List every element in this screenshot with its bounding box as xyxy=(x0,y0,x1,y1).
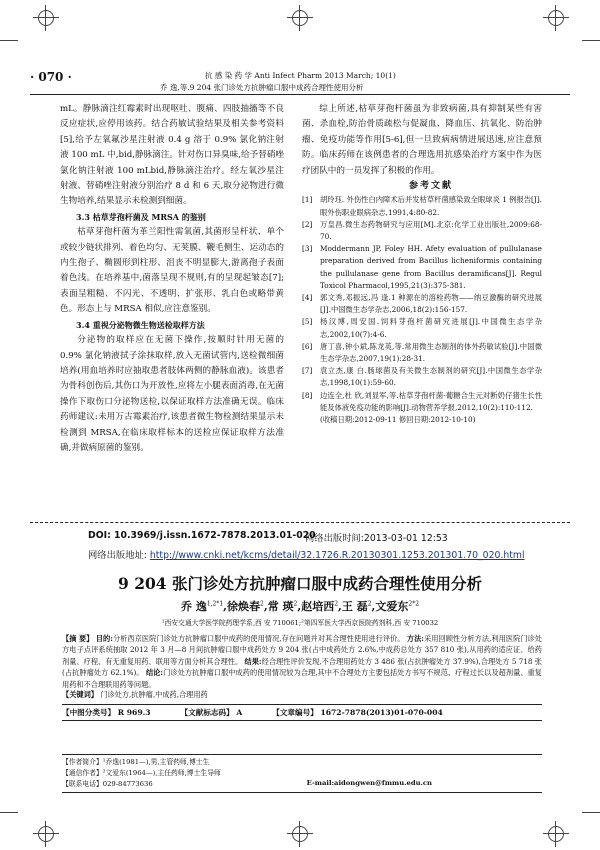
author-affiliation-marker: 1,2*1 xyxy=(206,600,224,608)
reference-item xyxy=(302,219,542,243)
objective-text: 分析西京医院门诊处方抗肿瘤口服中成药的使用情况,存在问题并对其合理性使用进行评价。 xyxy=(112,634,405,643)
author-intro: 【作者简介】¹乔逸(1981—),男,主管药师,博士生 xyxy=(62,758,210,766)
article-number: 【文章编号】 1672-7878(2013)01-070-004 xyxy=(272,708,443,717)
registration-mark-top-left xyxy=(38,10,54,26)
author-affiliation-marker: 2 xyxy=(334,600,339,608)
class-number: 【中图分类号】 R 969.3 xyxy=(62,708,151,717)
body-paragraph: 枯草芽孢杆菌为革兰阳性需氧菌,其菌形呈杆状、单个或较少链状排列、着色均匀、无荚膜、鞭毛侧生、运动态的内生孢子、椭圆形到柱形、沮丧不明显膨大,游离孢子表面着色浅。在培养基中,菌落呈现不规则,有的呈现起皱态[7];表面呈粗糙、不闪光、不透明、扩张形、乳白色或略带黄色。形态上与 MRSA 相似,应注意鉴别。 xyxy=(60,227,284,315)
reference-item xyxy=(302,365,542,389)
abstract xyxy=(62,633,542,690)
conclusion-text: 门诊处方抗肿瘤口服中成药的使用情况较为合理,其中不合理处方主要包括处方书写不规范、疗程过长以及超剂量、重复用药和不合理联用药等问题。 xyxy=(62,668,542,689)
reference-item xyxy=(302,341,542,365)
reference-text: 万皇昌.微生态药物研究与应用[M].北京:化学工业出版社,2009:68-70. xyxy=(320,219,542,242)
section-heading-3-3: 3.3 枯草芽孢杆菌及 MRSA 的鉴别 xyxy=(76,211,206,222)
reference-number: [6] xyxy=(302,341,313,351)
online-publish-time: 网络出版时间:2013-03-01 12:53 xyxy=(305,533,448,544)
author-affiliation-marker: 2 xyxy=(293,600,298,608)
reference-text: 唐丁喜,钟小斌,陈龙英,等.常用微生态制剂的体外药敏试验[J].中国微生态学杂志,2007,19(1):28-31. xyxy=(320,341,542,364)
doi: DOI: 10.3969/j.issn.1672-7878.2013.01-020 xyxy=(88,530,316,541)
reference-list xyxy=(302,194,542,414)
reference-item xyxy=(302,316,542,340)
registration-mark-bottom-left xyxy=(38,826,54,842)
corresponding-author: 【通信作者】²文爱东(1964—),主任药师,博士生导师 xyxy=(62,769,221,777)
author-name: 徐焕春 xyxy=(227,600,261,613)
crop-mark xyxy=(0,812,18,813)
reference-number: [1] xyxy=(302,195,313,205)
right-column xyxy=(302,102,542,426)
author-separator: , xyxy=(297,600,302,613)
author-affiliation-marker: 2 xyxy=(260,600,264,608)
crop-mark xyxy=(582,40,600,41)
reference-item xyxy=(302,390,542,414)
author-name: 文爱东 xyxy=(375,600,409,613)
reference-number: [7] xyxy=(302,366,313,376)
section-heading-3-4: 3.4 重视分泌物微生物送检取样方法 xyxy=(76,319,205,330)
reference-text: 边连全,杜 欣,刘显军,等.枯草芽孢杆菌-葡糖合生元对断奶仔猪生长性能及体液免疫功能的影响[J].动物营养学报,2012,10(2):110-112. xyxy=(320,390,542,412)
reference-text: Moddermann JP, Foley HH. Afety evaluation of pullulanase preparation derived from Bacillus licheniformis containing the pullulanase gene from Bacillus deramificans[J]. Regul Toxicol Pharmacol,1995,21(3):375-381. xyxy=(320,244,542,290)
conclusion-label: 结论: xyxy=(145,668,164,678)
body-paragraph: 分泌物的取样应在无菌下操作,按顺时针用无菌的 0.9% 氯化钠液拭子涂抹取样,放入无菌试管内,送检微细菌培养(用血培养时应抽取患者肢体两侧的静脉血液)。该患者为骨科创伤后,其伤口为开放性,应将左小腿表面消毒,在无菌操作下取伤口分泌物送检,以保证取样方法准确无误。临床药师建议:未用万古霉素治疗,该患者微生物检测结果显示未检测到 MRSA,在临床取样标本的送检应保证取样方法准确,并做病原菌的鉴别。 xyxy=(60,335,284,453)
registration-mark-top-center xyxy=(292,10,308,26)
author-info-box xyxy=(62,754,542,793)
author-list xyxy=(30,598,570,614)
registration-mark-bottom-right xyxy=(548,826,564,842)
reference-number: [3] xyxy=(302,244,313,254)
references-title: 参考文献 xyxy=(408,181,453,192)
reference-text: 袁立杰,康 白.肠球菌及有关微生态制剂的研究[J].中国微生态学杂志,1998,10(1):59-60. xyxy=(320,366,542,388)
reference-number: [4] xyxy=(302,293,313,303)
reference-number: [2] xyxy=(302,219,313,229)
online-address-label: 网络出版地址: xyxy=(88,550,147,561)
online-address xyxy=(88,547,525,561)
reference-number: [5] xyxy=(302,317,313,327)
contact-email: E-mail:aidongwen@fmmu.edu.cn xyxy=(306,779,432,787)
result-text: 经合理性评价发现,不合理用药处方 3 486 张(占抗肿瘤处方 37.9%),合理处方 5 718 张(占抗肿瘤处方 62.1%)。 xyxy=(62,656,542,678)
registration-mark-bottom-center xyxy=(292,826,308,842)
author-separator: , xyxy=(371,600,376,613)
author-separator: , xyxy=(338,600,342,613)
keywords xyxy=(62,690,542,700)
affiliation: ¹西安交通大学医学院药理学系,西 安 710061;²第四军医大学西京医院药剂科,西 安 710032 xyxy=(161,619,439,627)
left-column xyxy=(60,102,284,456)
reference-text: 胡玲珏. 外伤性白内障术后并发枯草杆菌感染致全眼球炎 1 例报告[J].眼外伤职业眼病杂志,1991,4:80-82. xyxy=(320,195,542,217)
result-label: 结果: xyxy=(244,656,262,666)
keywords-text: 门诊处方,抗肿瘤,中成药,合理用药 xyxy=(100,690,208,699)
reference-number: [8] xyxy=(302,390,313,400)
method-label: 方法: xyxy=(406,634,424,643)
reference-text: 郭文秀,邓振远,冯 逢.1 种源在的溶栓药物——纳豆激酶的研究进展[J].中国微生态学杂志,2006,18(2):156-157. xyxy=(320,293,542,315)
author-name: 乔 逸 xyxy=(180,600,207,613)
received-dates: (收稿日期:2012-09-11 修回日期:2012-10-10) xyxy=(320,415,476,425)
online-address-link[interactable]: http://www.cnki.net/kcms/detail/32.1726.R.20130301.1253.201301.70_020.html xyxy=(149,550,525,561)
reference-item xyxy=(302,243,542,292)
body-paragraph: 综上所述,枯草芽孢杆菌虽为非致病菌,具有抑制某些有害菌、杀血栓,防治骨质疏松与促凝血、降血压、抗氧化、防治肿瘤、免疫功能等作用[5-6],但一旦致病病情进展迅速,应注意预防。临床药师在该例患者的合理选用抗感染治疗方案中作为医疗团队中的一员发挥了积极的作用。 xyxy=(302,104,542,176)
running-header-journal: 抗 感 染 药 学 Anti Infect Pharm 2013 March; 10(1) xyxy=(205,71,396,80)
method-text: 采用回顾性分析方法,利用医院门诊处方电子点评系统抽取 2012 年 3 月—8 月间抗肿瘤口服中成药处方 9 204 张(占中成药处方 2.6%,中成药总处方 357 810 张),从用药的适应证、给药剂量、疗程、有无重复用药、联用等方面分析其合理性。 xyxy=(62,634,542,666)
author-name: 常 瑛 xyxy=(267,600,294,613)
author-name: 王 磊 xyxy=(341,600,368,613)
document-code: 【文献标志码】 A xyxy=(180,708,243,717)
crop-mark xyxy=(582,812,600,813)
registration-mark-top-right xyxy=(548,10,564,26)
author-separator: , xyxy=(263,600,268,613)
abstract-label: 【摘 要】 xyxy=(62,634,94,643)
page-number: · 070 · xyxy=(30,70,72,84)
reference-text: 杨汉博,周安国.饲料芽孢杆菌研究进展[J].中国微生态学杂志,2002,10(7):4-6. xyxy=(320,317,542,339)
body-paragraph: mL。静脉滴注红霉素时出现呕吐、腹痛、四肢抽搐等不良反应症状,应停用该药。结合药敏试验结果及相关参考资料[5],给予左氧氟沙星注射液 0.4 g 溶于 0.9% 氯化钠注射液 100 mL 中,bid,静脉滴注。针对伤口异臭味,给予替硝唑氯化钠注射液 100 mLbid,静脉滴注治疗。经左氧沙星注射液、替硝唑注射液分别治疗 8 d 和 6 天,取分泌物进行微生物培养,结果显示未检测到细菌。 xyxy=(60,104,284,207)
header-rule xyxy=(30,94,570,95)
running-header-article: 乔 逸,等.9 204 张门诊处方抗肿瘤口服中成药合理性使用分析 xyxy=(160,83,364,92)
author-name: 赵培西 xyxy=(301,600,335,613)
reference-item xyxy=(302,292,542,316)
author-affiliation-marker: 2 xyxy=(367,600,372,608)
reference-item xyxy=(302,194,542,218)
objective-label: 目的: xyxy=(95,634,113,643)
author-separator: , xyxy=(223,600,228,613)
author-affiliation-marker: 2*2 xyxy=(408,600,420,608)
crop-mark xyxy=(0,40,18,41)
article-title: 9 204 张门诊处方抗肿瘤口服中成药合理性使用分析 xyxy=(118,574,482,593)
classification-row xyxy=(62,704,542,721)
keywords-label: 【关键词】 xyxy=(62,690,98,699)
contact-phone: 【联系电话】029-84773636 xyxy=(62,780,153,788)
article-separator xyxy=(30,522,570,523)
